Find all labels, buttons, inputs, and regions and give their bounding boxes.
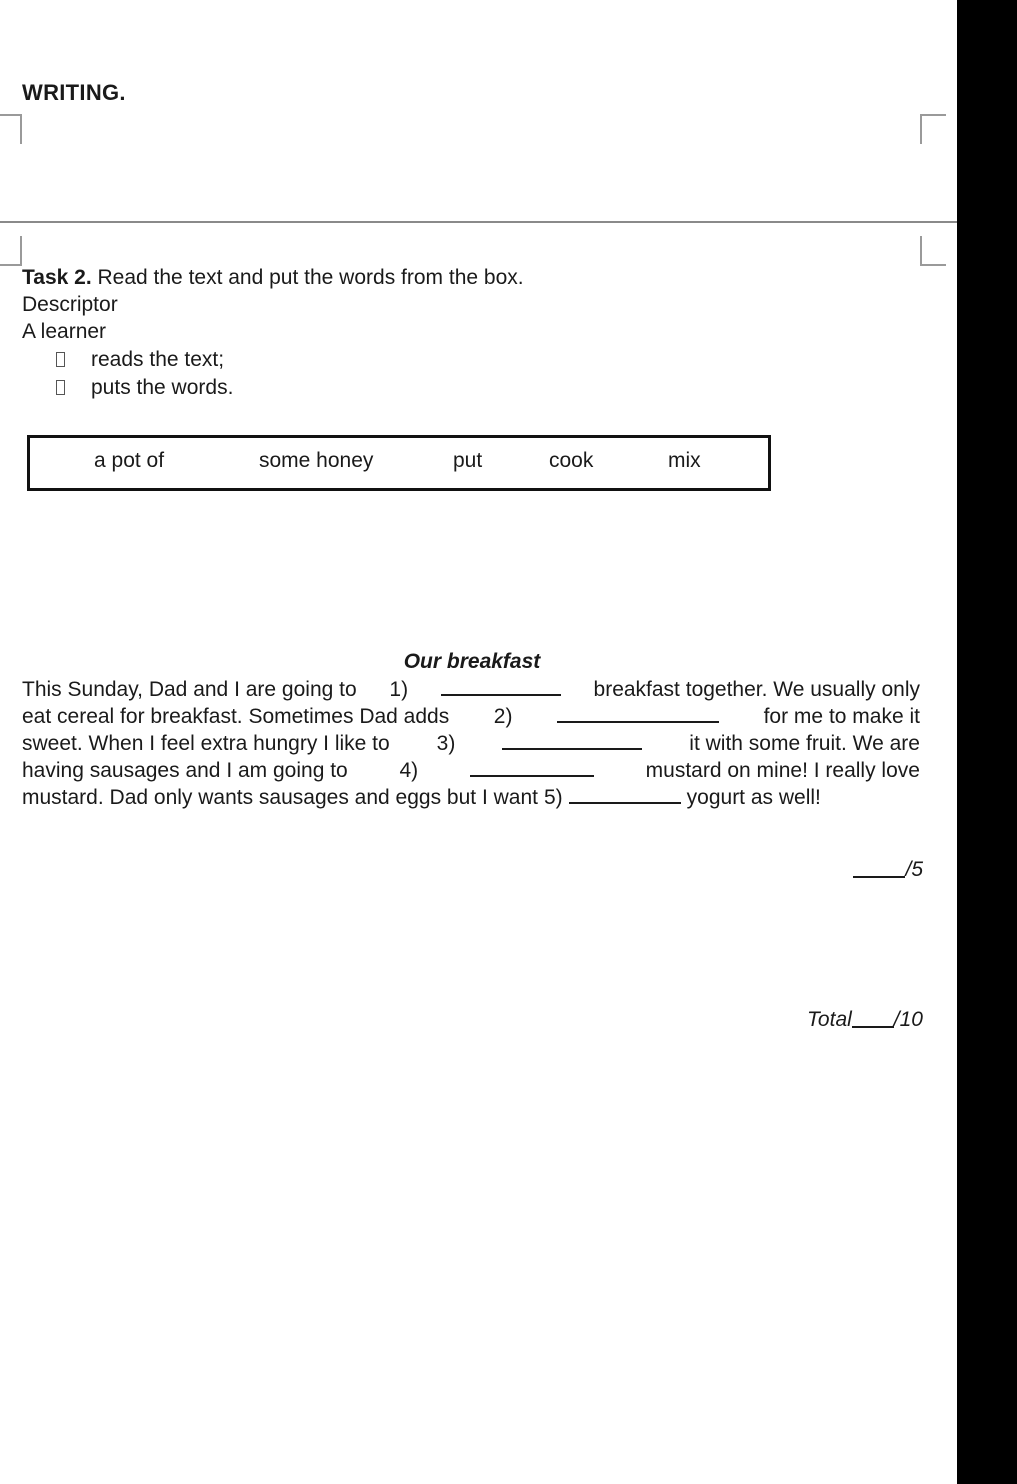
- answer-blank[interactable]: [502, 730, 642, 750]
- gap-number: 3): [436, 732, 456, 755]
- story-line: [22, 784, 920, 811]
- gap-number: 1): [389, 678, 409, 701]
- total-label: Total: [807, 1008, 852, 1031]
- word-box: [27, 435, 771, 491]
- answer-blank[interactable]: [569, 784, 681, 804]
- task-description: [22, 264, 524, 401]
- task-number: Task 2.: [22, 266, 92, 289]
- descriptor-label: Descriptor: [22, 293, 118, 316]
- task-instruction: Read the text and put the words from the box.: [97, 266, 524, 289]
- criterion-text: puts the words.: [91, 375, 234, 399]
- criterion-text: reads the text;: [91, 347, 225, 371]
- story-line: [22, 730, 920, 757]
- story-text: [22, 676, 920, 811]
- bullet-icon: [56, 380, 65, 395]
- story-segment: for me to make it: [763, 705, 920, 728]
- word-option: cook: [549, 449, 594, 472]
- story-segment: sweet. When I feel extra hungry I like to: [22, 732, 390, 755]
- total-score: [807, 1008, 923, 1032]
- learner-label: A learner: [22, 320, 107, 343]
- word-option: mix: [668, 449, 701, 472]
- section-score: [853, 858, 923, 882]
- story-segment: eat cereal for breakfast. Sometimes Dad adds: [22, 705, 450, 728]
- total-blank[interactable]: [852, 1026, 894, 1028]
- page-corner-mark: [920, 236, 946, 266]
- page-break-line: [0, 221, 957, 223]
- gap-number: 5): [543, 786, 563, 809]
- story-segment: breakfast together. We usually only: [593, 678, 920, 701]
- bullet-icon: [56, 352, 65, 367]
- answer-blank[interactable]: [557, 703, 719, 723]
- word-option: some honey: [259, 449, 374, 472]
- answer-blank[interactable]: [470, 757, 594, 777]
- gap-number: 4): [399, 759, 419, 782]
- list-item: [56, 373, 524, 401]
- word-option: a pot of: [94, 449, 165, 472]
- page-corner-mark: [0, 114, 22, 144]
- story-line: [22, 676, 920, 703]
- criteria-list: [22, 345, 524, 401]
- story-segment: it with some fruit. We are: [689, 732, 920, 755]
- story-segment: yogurt as well!: [686, 786, 821, 809]
- page-corner-mark: [920, 114, 946, 144]
- task-heading: [22, 264, 524, 291]
- story-segment: having sausages and I am going to: [22, 759, 348, 782]
- story-segment: mustard. Dad only wants sausages and eggs but I want: [22, 786, 538, 809]
- gap-number: 2): [493, 705, 513, 728]
- word-option: put: [453, 449, 483, 472]
- page-corner-mark: [0, 236, 22, 266]
- section-title: WRITING.: [22, 80, 126, 105]
- story-line: [22, 703, 920, 730]
- story-line: [22, 757, 920, 784]
- story-segment: mustard on mine! I really love: [645, 759, 920, 782]
- screen-edge-bar: [957, 0, 1017, 1484]
- score-blank[interactable]: [853, 876, 905, 878]
- answer-blank[interactable]: [441, 676, 561, 696]
- story-title: Our breakfast: [403, 650, 541, 673]
- section-score-max: /5: [905, 858, 923, 881]
- total-score-max: /10: [893, 1008, 923, 1031]
- list-item: [56, 345, 524, 373]
- story-segment: This Sunday, Dad and I are going to: [22, 678, 357, 701]
